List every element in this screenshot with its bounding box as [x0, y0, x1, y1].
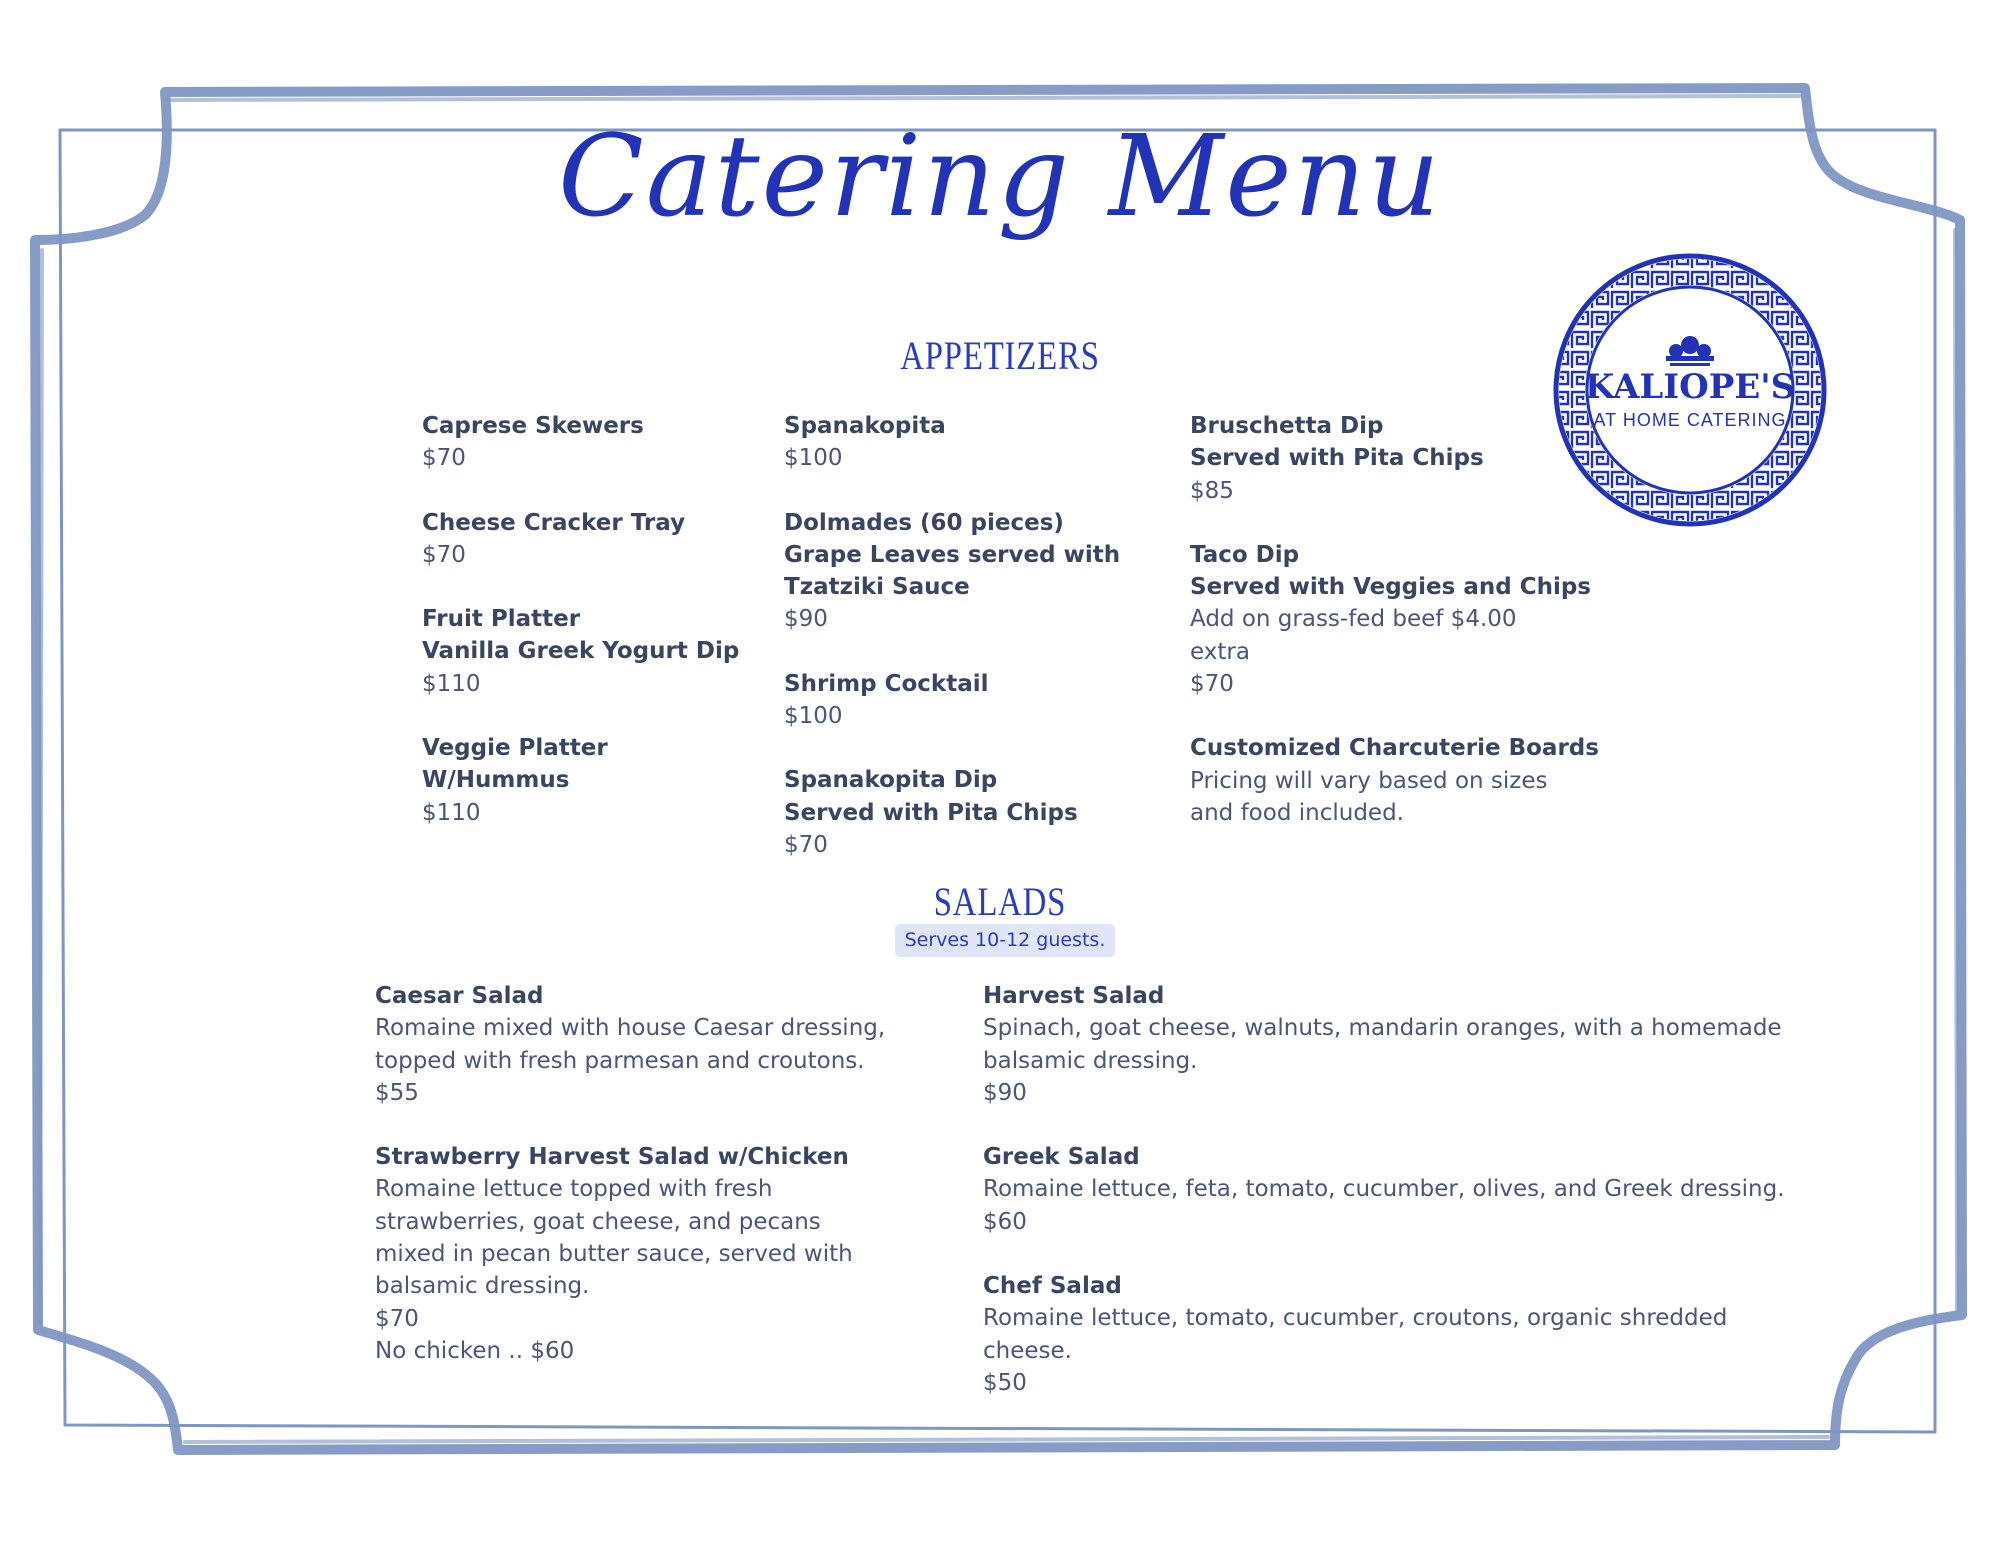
item-price: $50: [983, 1369, 1027, 1396]
menu-item: [375, 1141, 935, 1367]
menu-item: [983, 1141, 1823, 1238]
appetizers-heading: APPETIZERS: [900, 333, 1100, 378]
logo-subtitle: AT HOME CATERING: [1593, 410, 1787, 430]
item-price: $70: [422, 541, 466, 568]
menu-item: [784, 764, 1144, 861]
item-description: balsamic dressing.: [983, 1047, 1198, 1074]
item-price: $70: [1190, 671, 1234, 698]
item-price: $110: [422, 799, 481, 826]
menu-item: [1190, 539, 1610, 700]
item-name: Shrimp Cocktail: [784, 670, 989, 697]
item-note: extra: [1190, 638, 1250, 665]
menu-item: [983, 1270, 1823, 1399]
item-note: and food included.: [1190, 799, 1404, 826]
item-name: Veggie Platter: [422, 735, 608, 762]
menu-item: [1190, 410, 1610, 507]
menu-item: [784, 410, 1144, 475]
item-name: Spanakopita Dip: [784, 767, 998, 794]
menu-item: [784, 507, 1144, 636]
item-detail: Tzatziki Sauce: [784, 574, 970, 601]
item-price: $70: [422, 445, 466, 472]
item-name: Caprese Skewers: [422, 413, 644, 439]
item-description: Romaine lettuce topped with fresh: [375, 1176, 773, 1203]
item-description: Romaine mixed with house Caesar dressing,: [375, 1015, 886, 1042]
menu-item: [422, 507, 752, 572]
item-price: $55: [375, 1079, 419, 1106]
item-name: Customized Charcuterie Boards: [1190, 735, 1599, 762]
appetizers-column-2: [784, 410, 1144, 893]
appetizers-column-3: [1190, 410, 1610, 861]
serves-badge: Serves 10-12 guests.: [895, 924, 1115, 957]
page-title: Catering Menu: [558, 112, 1442, 242]
item-description: Romaine lettuce, feta, tomato, cucumber, olives, and Greek dressing.: [983, 1176, 1785, 1203]
salads-column-2: [983, 980, 1823, 1431]
item-description: Romaine lettuce, tomato, cucumber, croutons, organic shredded: [983, 1305, 1728, 1332]
item-price: $110: [422, 670, 481, 697]
menu-item: [983, 980, 1823, 1109]
item-detail: Served with Pita Chips: [1190, 445, 1484, 472]
item-name: Dolmades (60 pieces): [784, 509, 1064, 536]
menu-item: [784, 668, 1144, 733]
appetizers-column-1: [422, 410, 752, 861]
item-name: Fruit Platter: [422, 606, 581, 633]
item-name: Cheese Cracker Tray: [422, 509, 686, 536]
salads-heading: SALADS: [933, 879, 1067, 924]
item-name: Bruschetta Dip: [1190, 413, 1384, 439]
salads-column-1: [375, 980, 935, 1399]
item-price: $85: [1190, 477, 1234, 504]
item-price: $60: [983, 1208, 1027, 1235]
item-detail: Served with Pita Chips: [784, 799, 1078, 826]
item-name: Chef Salad: [983, 1273, 1122, 1300]
item-name: Strawberry Harvest Salad w/Chicken: [375, 1144, 849, 1171]
item-description: cheese.: [983, 1337, 1072, 1364]
item-description: mixed in pecan butter sauce, served with: [375, 1241, 853, 1268]
item-detail: Grape Leaves served with: [784, 541, 1121, 568]
item-description: Spinach, goat cheese, walnuts, mandarin oranges, with a homemade: [983, 1015, 1782, 1042]
item-name: Caesar Salad: [375, 983, 544, 1009]
item-price: $90: [784, 606, 828, 633]
item-price-alt: No chicken .. $60: [375, 1337, 575, 1364]
item-price: $100: [784, 445, 843, 472]
item-price: $70: [375, 1305, 419, 1332]
item-description: balsamic dressing.: [375, 1273, 590, 1300]
item-description: topped with fresh parmesan and croutons.: [375, 1047, 865, 1074]
item-price: $90: [983, 1079, 1027, 1106]
item-description: strawberries, goat cheese, and pecans: [375, 1208, 821, 1235]
item-price: $70: [784, 831, 828, 858]
menu-item: [422, 732, 752, 829]
item-name: Spanakopita: [784, 413, 946, 439]
menu-item: [422, 603, 752, 700]
item-price: $100: [784, 703, 843, 730]
menu-item: [1190, 732, 1610, 829]
logo-name: KALIOPE'S: [1584, 367, 1796, 407]
item-name: Taco Dip: [1190, 541, 1300, 568]
item-name: Greek Salad: [983, 1144, 1140, 1171]
menu-item: [422, 410, 752, 475]
item-detail: W/Hummus: [422, 767, 570, 794]
item-note: Add on grass-fed beef $4.00: [1190, 606, 1517, 633]
menu-item: [375, 980, 935, 1109]
item-name: Harvest Salad: [983, 983, 1165, 1009]
item-detail: Served with Veggies and Chips: [1190, 574, 1591, 601]
item-note: Pricing will vary based on sizes: [1190, 767, 1548, 794]
item-detail: Vanilla Greek Yogurt Dip: [422, 638, 740, 665]
